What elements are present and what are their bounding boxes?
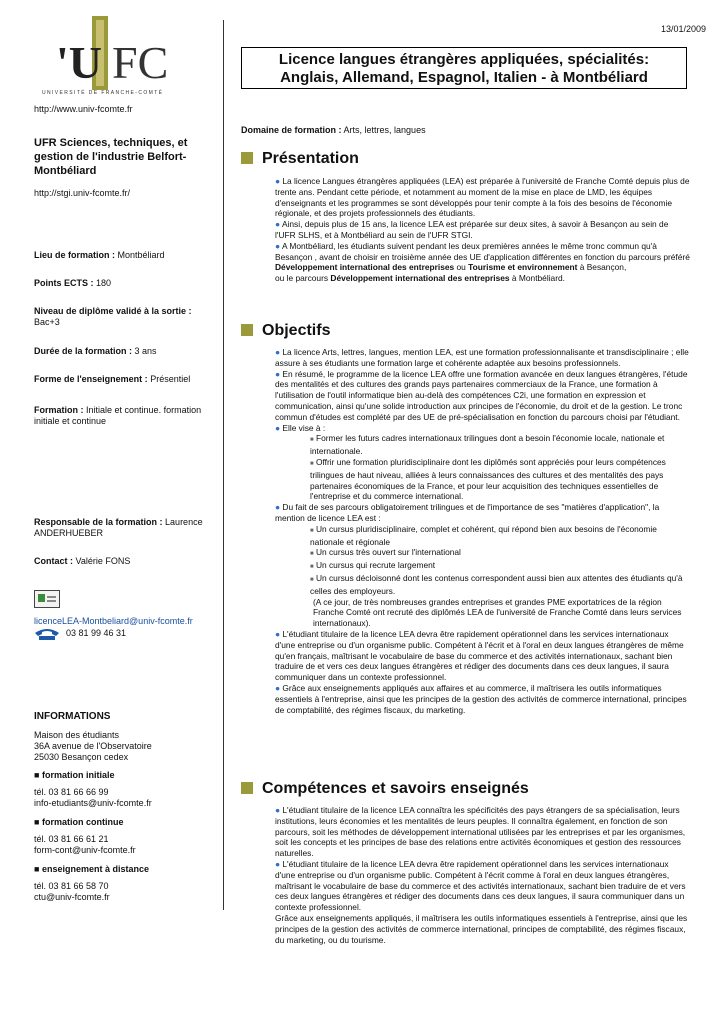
address-line-3: 25030 Besançon cedex xyxy=(34,752,129,762)
competences-body: ● L'étudiant titulaire de la licence LEA connaîtra les spécificités des pays étrangers de sa spécialisation, leurs institutions, leurs économies et les mentalités de leurs peuples. Il connaîtra également, en fonction de son parcours, soit les méthodes de développement international utilisées par les entreprises et par les organismes, soit les concepts et les principes de base des relations entre activités économiques et gestion des ressources naturelles. ● L'étudiant titulaire de la licence LEA devra être rapidement opérationnel dans les services internationaux d'une entreprise ou d'un organisme public. Compétent à l'écrit comme à l'oral en deux langues étrangères, maîtrisant le vocabulaire de base du commerce et des activités internationaux, sachant bien traduire de et vers ces deux langues étrangères et rédiger des documents dans ces deux langues, il saura communiquer dans un contexte professionnel. Grâce aux enseignements appliqués, il maîtrisera les outils informatiques essentiels à l'entreprise, ainsi que les principes de la gestion des activités de commerce international, principes de comptabilité, des régimes fiscaux, du marketing, ou du tourisme. xyxy=(275,805,688,945)
fc-email[interactable]: form-cont@univ-fcomte.fr xyxy=(34,845,136,855)
duree-formation: Durée de la formation : 3 ans xyxy=(34,346,157,356)
forme-enseignement: Forme de l'enseignement : Présentiel xyxy=(34,374,191,384)
fc-phone: tél. 03 81 66 61 21 xyxy=(34,834,109,844)
lieu-formation: Lieu de formation : Montbéliard xyxy=(34,250,165,260)
ead-phone: tél. 03 81 66 58 70 xyxy=(34,881,109,891)
objectifs-body: ● La licence Arts, lettres, langues, mention LEA, est une formation professionnalisante et transdisciplinaire ; elle assure à ses étudiants une formation large et cohérente adaptée aux besoins professionnels. ● En résumé, le programme de la licence LEA offre une formation avancée en deux langues étrangères, l'étude des mentalités et des cultures des grands pays partenaires commerciaux de la France, une formation à l'utilisation de l'outil informatique bien au-delà des compétences C2i, une formation en expression et communication, ainsi qu'une solide introduction aux principes de l'économie, du droit et de la gestion. Le tronc commun d'études est complété par des UE de pré-spécialisation en fonction du parcours choisi par l'étudiant. ● Elle vise à : ■ Former les futurs cadres internationaux trilingues dont a besoin l'économie locale, nationale et internationale. ■ Offrir une formation pluridisciplinaire dont les diplômés sont appréciés pour leurs compétences trilingues de haut niveau, alliées à leurs connaissances des cultures et des mentalités des pays partenaires économiques de la France, et pour leur acquisition des techniques essentielles de l'entreprise et du commerce international. ● Du fait de ses parcours obligatoirement trilingues et de l'importance de ses "matières d'application", la mention de licence LEA est : ■ Un cursus pluridisciplinaire, complet et cohérent, qui répond bien aux besoins de l'économie nationale et régionale ■ Un cursus très ouvert sur l'international ■ Un cursus qui recrute largement ■ Un cursus décloisonné dont les contenus correspondent aussi bien aux attentes des étudiants qu'à celles des employeurs. (A ce jour, de très nombreuses grandes entreprises et grandes PME exportatrices de la région Franche Comté ont recruté des diplômés LEA de l'université de Franche Comté dans leurs services internationaux). ● L'étudiant titulaire de la licence LEA devra être rapidement opérationnel dans les services internationaux d'une entreprise ou d'un organisme public. Compétent à l'écrit et à l'oral en deux langues étrangères de même qu'en français, maîtrisant le vocabulaire de base du commerce et des activités internationaux, sachant bien traduire de et vers ces deux langues étrangères et rédiger des documents dans ces deux langues, il saura communiquer dans un contexte professionnel. ● Grâce aux enseignements appliqués aux affaires et au commerce, il maîtrisera les outils informatiques essentiels à l'entreprise, ainsi que les principes de la gestion des activités de commerce international, principes de comptabilité, des régimes fiscaux, du marketing. xyxy=(275,347,689,715)
points-ects: Points ECTS : 180 xyxy=(34,278,112,288)
domaine-formation: Domaine de formation : Arts, lettres, langues xyxy=(241,125,426,135)
section-objectifs-heading: Objectifs xyxy=(241,321,330,341)
fi-heading: ■ formation initiale xyxy=(34,770,115,780)
ead-heading: ■ enseignement à distance xyxy=(34,864,149,874)
print-date: 13/01/2009 xyxy=(660,24,706,34)
fc-heading: ■ formation continue xyxy=(34,817,124,827)
address-line-2: 36A avenue de l'Observatoire xyxy=(34,741,152,751)
type-formation: Formation : Initiale et continue. formation initiale et continue xyxy=(34,405,202,426)
ufc-logo: 'U FC UNIVERSITÉ DE FRANCHE-COMTÉ xyxy=(42,16,182,96)
informations-heading: INFORMATIONS xyxy=(34,711,111,722)
section-presentation-heading: Présentation xyxy=(241,149,359,169)
square-bullet-icon xyxy=(241,782,253,794)
presentation-body: ● La licence Langues étrangères appliquées (LEA) est préparée à l'université de Franche Comté depuis plus de trente ans. Pendant cette période, et notamment au moment de la mise en place de LMD, les équipes d'enseignants et les programmes se sont développés pour tenir compte à la fois des besoins de l'économie régionale, et des projets professionnels des étudiants. ● Ainsi, depuis plus de 15 ans, la licence LEA est préparée sur deux sites, à savoir à Besançon au sein de l'UFR SLHS, et à Montbéliard au sein de l'UFR STGI. ● A Montbéliard, les étudiants suivent pendant les deux premières années le même tronc commun qu'à Besançon , avant de choisir en troisième année des UE d'application différentes en fonction du parcours préféré Développement international des entreprises ou Tourisme et environnement à Besançon, ou le parcours Développement international des entreprises à Montbéliard. xyxy=(275,176,690,284)
section-competences-heading: Compétences et savoirs enseignés xyxy=(241,779,529,799)
square-bullet-icon xyxy=(241,152,253,164)
responsable-formation: Responsable de la formation : Laurence ANDERHUEBER xyxy=(34,517,203,538)
fi-phone: tél. 03 81 66 66 99 xyxy=(34,787,109,797)
contact-email[interactable]: licenceLEA-Montbeliard@univ-fcomte.fr xyxy=(34,616,193,626)
niveau-diplome: Niveau de diplôme validé à la sortie : Bac+3 xyxy=(34,306,192,327)
contact: Contact : Valérie FONS xyxy=(34,556,131,566)
phone-icon xyxy=(34,627,60,641)
ufr-url[interactable]: http://stgi.univ-fcomte.fr/ xyxy=(34,188,131,198)
address-line-1: Maison des étudiants xyxy=(34,730,120,740)
page-title: Licence langues étrangères appliquées, spécialités: Anglais, Allemand, Espagnol, Italien - à Montbéliard xyxy=(241,47,687,89)
square-bullet-icon xyxy=(241,324,253,336)
contact-phone: 03 81 99 46 31 xyxy=(66,628,127,638)
email-icon xyxy=(34,590,60,608)
ead-email[interactable]: ctu@univ-fcomte.fr xyxy=(34,892,110,902)
column-divider xyxy=(223,20,224,910)
fi-email[interactable]: info-etudiants@univ-fcomte.fr xyxy=(34,798,152,808)
university-url[interactable]: http://www.univ-fcomte.fr xyxy=(34,104,133,114)
ufr-name: UFR Sciences, techniques, et gestion de l'industrie Belfort-Montbéliard xyxy=(34,137,188,177)
